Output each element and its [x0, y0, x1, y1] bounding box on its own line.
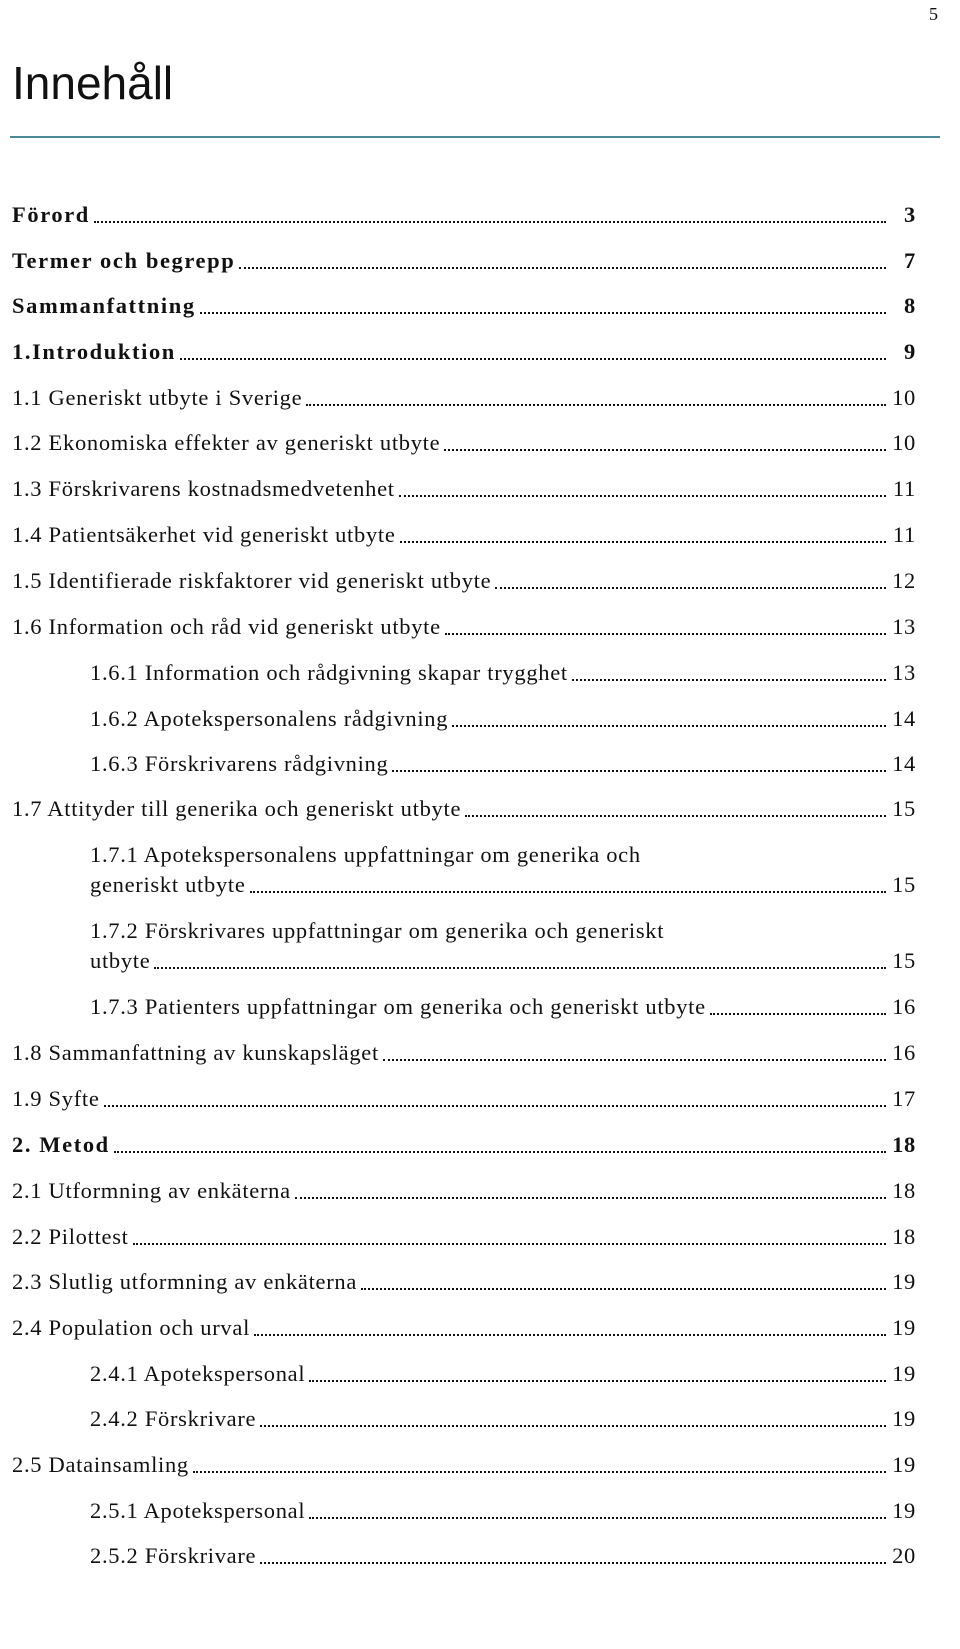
dot-leader — [452, 725, 886, 727]
toc-entry-page: 15 — [892, 872, 916, 897]
toc-entry-title: 1.7.1 Apotekspersonalens uppfattningar om generika och — [90, 842, 641, 867]
toc-entry[interactable] — [12, 337, 916, 367]
toc-entry-page: 14 — [892, 706, 916, 731]
toc-entry-title: 1.3 Förskrivarens kostnadsmedvetenhet — [12, 476, 395, 501]
toc-entry[interactable] — [12, 794, 916, 824]
toc-entry-title: 2. Metod — [12, 1132, 110, 1157]
dot-leader — [254, 1334, 886, 1336]
page-title: Innehåll — [12, 57, 174, 109]
toc-entry-page: 11 — [892, 522, 916, 547]
toc-entry-page: 19 — [892, 1452, 916, 1477]
toc-entry-title: 1.7 Attityder till generika och generiskt utbyte — [12, 796, 462, 821]
toc-entry-title: 1.6.3 Förskrivarens rådgivning — [90, 751, 389, 776]
toc-entry-page: 9 — [904, 339, 916, 364]
dot-leader — [193, 1471, 886, 1473]
toc-entry[interactable] — [12, 658, 916, 688]
toc-entry-page: 18 — [892, 1178, 916, 1203]
toc-entry-title: 2.5.2 Förskrivare — [90, 1543, 257, 1568]
dot-leader — [104, 1105, 886, 1107]
toc-entry[interactable] — [12, 1267, 916, 1297]
toc-entry-title: 2.5 Datainsamling — [12, 1452, 189, 1477]
dot-leader — [444, 449, 886, 451]
toc-entry-page: 12 — [892, 568, 916, 593]
toc-entry-title: 1.9 Syfte — [12, 1086, 100, 1111]
dot-leader — [200, 312, 886, 314]
dot-leader — [383, 1059, 886, 1061]
toc-entry[interactable] — [12, 612, 916, 642]
toc-entry-title: 1.Introduktion — [12, 339, 176, 364]
toc-entry[interactable] — [12, 520, 916, 550]
toc-entry-title: 2.4.2 Förskrivare — [90, 1406, 257, 1431]
toc-entry-title: 1.2 Ekonomiska effekter av generiskt utbyte — [12, 430, 441, 455]
page-number: 5 — [929, 4, 938, 24]
dot-leader — [495, 587, 886, 589]
toc-entry-title: 1.7.2 Förskrivares uppfattningar om generika och generiskt — [90, 918, 665, 943]
toc-entry-page: 11 — [892, 476, 916, 501]
toc-entry-page: 13 — [892, 614, 916, 639]
toc-entry-page: 19 — [892, 1498, 916, 1523]
toc-entry[interactable] — [12, 1038, 916, 1068]
toc-entry[interactable] — [12, 200, 916, 230]
toc-entry[interactable] — [12, 749, 916, 779]
dot-leader — [295, 1197, 886, 1199]
toc-entry[interactable] — [12, 840, 916, 900]
toc-entry-title: 1.6 Information och råd vid generiskt utbyte — [12, 614, 441, 639]
dot-leader — [239, 267, 886, 269]
dot-leader — [399, 495, 886, 497]
toc-entry-page: 19 — [892, 1315, 916, 1340]
toc-entry-page: 19 — [892, 1361, 916, 1386]
toc-entry-page: 16 — [892, 994, 916, 1019]
toc-entry-title: 2.4 Population och urval — [12, 1315, 251, 1340]
toc-entry-title-continued: generiskt utbyte — [90, 872, 246, 897]
toc-entry-title: Sammanfattning — [12, 293, 196, 318]
toc-entry[interactable] — [12, 291, 916, 321]
toc-entry[interactable] — [12, 474, 916, 504]
toc-entry[interactable] — [12, 428, 916, 458]
toc-entry-title: 2.1 Utformning av enkäterna — [12, 1178, 291, 1203]
toc-entry[interactable] — [12, 1313, 916, 1343]
toc-entry[interactable] — [12, 916, 916, 976]
toc-entry[interactable] — [12, 383, 916, 413]
dot-leader — [114, 1151, 886, 1153]
toc-entry[interactable] — [12, 704, 916, 734]
toc-entry-page: 14 — [892, 751, 916, 776]
toc-entry[interactable] — [12, 1496, 916, 1526]
dot-leader — [572, 679, 886, 681]
toc-entry-title: 2.3 Slutlig utformning av enkäterna — [12, 1269, 358, 1294]
toc-entry-title-continued: utbyte — [90, 948, 151, 973]
toc-entry[interactable] — [12, 1450, 916, 1480]
toc-entry-page: 20 — [892, 1543, 916, 1568]
toc-entry-page: 19 — [892, 1269, 916, 1294]
toc-entry[interactable] — [12, 566, 916, 596]
toc-entry-page: 17 — [892, 1086, 916, 1111]
dot-leader — [309, 1380, 886, 1382]
toc-entry[interactable] — [12, 1541, 916, 1571]
toc-entry-title: 1.8 Sammanfattning av kunskapsläget — [12, 1040, 379, 1065]
toc-entry-title: 1.1 Generiskt utbyte i Sverige — [12, 385, 303, 410]
toc-entry[interactable] — [12, 1222, 916, 1252]
dot-leader — [361, 1288, 886, 1290]
dot-leader — [465, 815, 886, 817]
toc-entry-title: 2.2 Pilottest — [12, 1224, 129, 1249]
dot-leader — [306, 404, 886, 406]
toc-entry-title: 2.5.1 Apotekspersonal — [90, 1498, 306, 1523]
toc-entry-page: 18 — [892, 1224, 916, 1249]
heading-divider — [10, 136, 940, 138]
dot-leader — [154, 967, 886, 969]
toc-entry-page: 3 — [904, 202, 916, 227]
dot-leader — [710, 1013, 886, 1015]
toc-entry-page: 15 — [892, 948, 916, 973]
toc-entry-title: Termer och begrepp — [12, 248, 236, 273]
toc-entry[interactable] — [12, 246, 916, 276]
toc-entry-page: 7 — [904, 248, 916, 273]
dot-leader — [309, 1517, 886, 1519]
toc-entry-page: 8 — [904, 293, 916, 318]
toc-entry-title: 1.4 Patientsäkerhet vid generiskt utbyte — [12, 522, 396, 547]
toc-entry-page: 13 — [892, 660, 916, 685]
dot-leader — [400, 541, 886, 543]
toc-entry-title: 1.6.1 Information och rådgivning skapar trygghet — [90, 660, 568, 685]
toc-entry-page: 16 — [892, 1040, 916, 1065]
toc-entry-page: 19 — [892, 1406, 916, 1431]
toc-entry-title: 1.7.3 Patienters uppfattningar om generika och generiskt utbyte — [90, 994, 706, 1019]
toc-entry-page: 15 — [892, 796, 916, 821]
toc-entry-title: 1.6.2 Apotekspersonalens rådgivning — [90, 706, 449, 731]
dot-leader — [445, 633, 886, 635]
toc-entry-title: 1.5 Identifierade riskfaktorer vid generiskt utbyte — [12, 568, 492, 593]
toc-entry-page: 18 — [892, 1132, 916, 1157]
toc-entry[interactable] — [12, 1130, 916, 1160]
dot-leader — [260, 1562, 886, 1564]
dot-leader — [180, 358, 886, 360]
dot-leader — [133, 1243, 886, 1245]
toc-entry-page: 10 — [892, 430, 916, 455]
dot-leader — [250, 891, 886, 893]
toc-entry-title: 2.4.1 Apotekspersonal — [90, 1361, 306, 1386]
dot-leader — [260, 1425, 886, 1427]
dot-leader — [392, 770, 886, 772]
toc-entry[interactable] — [12, 992, 916, 1022]
toc-entry[interactable] — [12, 1084, 916, 1114]
dot-leader — [94, 221, 886, 223]
toc-entry-title: Förord — [12, 202, 90, 227]
toc-entry[interactable] — [12, 1404, 916, 1434]
toc-entry[interactable] — [12, 1176, 916, 1206]
toc-entry-page: 10 — [892, 385, 916, 410]
toc-entry[interactable] — [12, 1359, 916, 1389]
